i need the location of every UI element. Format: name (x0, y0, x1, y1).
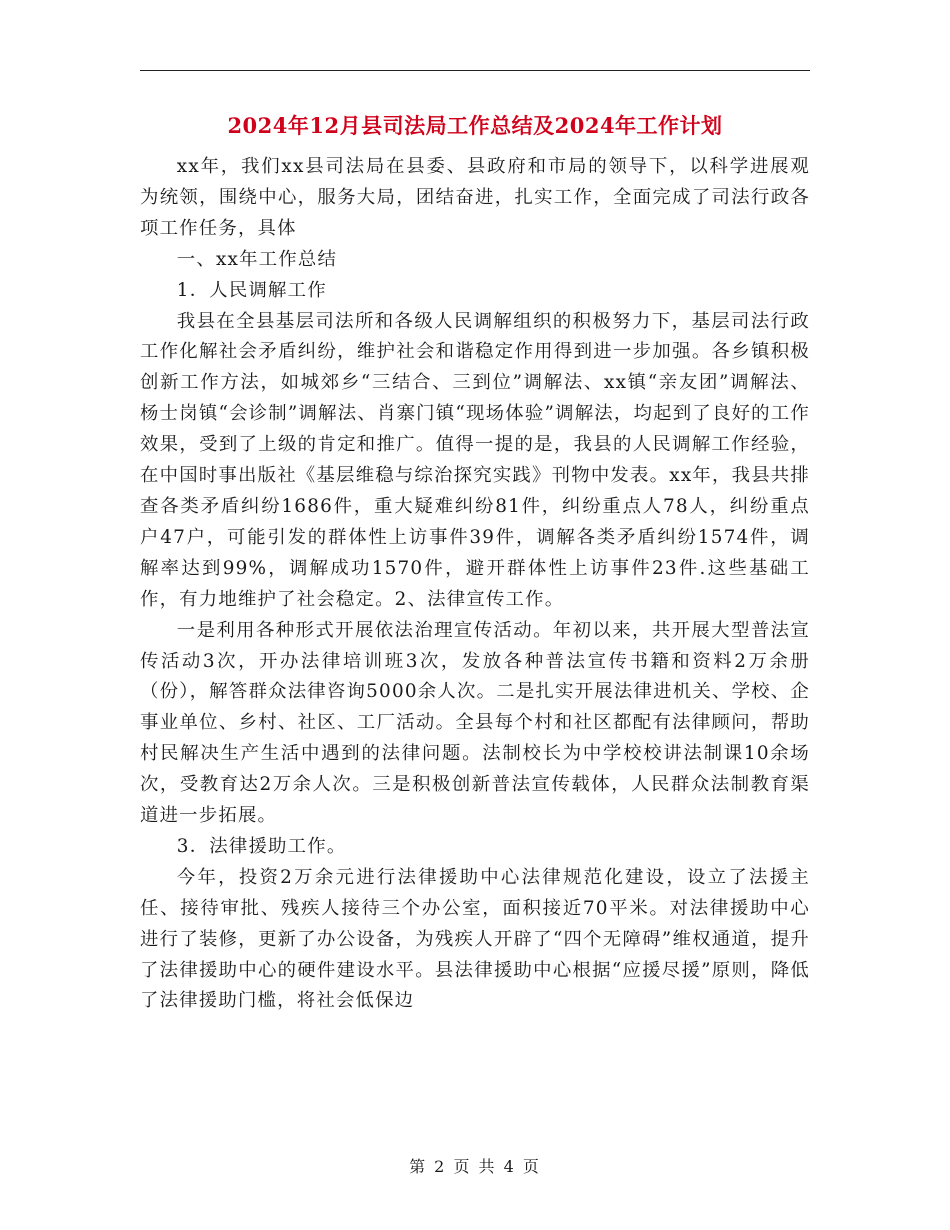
page-number-footer: 第 2 页 共 4 页 (409, 1157, 541, 1176)
paragraph-legal-aid: 今年，投资2万余元进行法律援助中心法律规范化建设，设立了法援主任、接待审批、残疾人接待三个办公室，面积接近70平米。对法律援助中心进行了装修，更新了办公设备，为残疾人开辟了“四个无障碍”维权通道，提升了法律援助中心的硬件建设水平。县法律援助中心根据“应援尽援”原则，降低了法律援助门槛，将社会低保边 (140, 866, 810, 1012)
header-rule (140, 70, 810, 71)
paragraph-intro: xx年，我们xx县司法局在县委、县政府和市局的领导下，以科学进展观为统领，围绕中心，服务大局，团结奋进，扎实工作，全面完成了司法行政各项工作任务，具体 (140, 156, 810, 239)
section-heading-summary: 一、xx年工作总结 (176, 248, 338, 270)
paragraph-legal-publicity: 一是利用各种形式开展依法治理宣传活动。年初以来，共开展大型普法宣传活动3次，开办法律培训班3次，发放各种普法宣传书籍和资料2万余册（份），解答群众法律咨询5000余人次。二是扎实开展法律进机关、学校、企事业单位、乡村、社区、工厂活动。全县每个村和社区都配有法律顾问，帮助村民解决生产生活中遇到的法律问题。法制校长为中学校校讲法制课10余场次，受教育达2万余人次。三是积极创新普法宣传载体，人民群众法制教育渠道进一步拓展。 (140, 619, 810, 827)
document-body (140, 152, 810, 1017)
subheading-mediation: 1．人民调解工作 (176, 279, 327, 301)
paragraph-mediation: 我县在全县基层司法所和各级人民调解组织的积极努力下，基层司法行政工作化解社会矛盾纠纷，维护社会和谐稳定作用得到进一步加强。各乡镇积极创新工作方法，如城郊乡“三结合、三到位”调解法、xx镇“亲友团”调解法、杨士岗镇“会诊制”调解法、肖寨门镇“现场体验”调解法，均起到了良好的工作效果，受到了上级的肯定和推广。值得一提的是，我县的人民调解工作经验，在中国时事出版社《基层维稳与综治探究实践》刊物中发表。xx年，我县共排查各类矛盾纠纷1686件，重大疑难纠纷81件，纠纷重点人78人，纠纷重点户47户，可能引发的群体性上访事件39件，调解各类矛盾纠纷1574件，调解率达到99%，调解成功1570件，避开群体性上访事件23件.这些基础工作，有力地维护了社会稳定。2、法律宣传工作。 (140, 310, 810, 610)
subheading-legal-aid: 3．法律援助工作。 (176, 835, 347, 857)
document-title: 2024年12月县司法局工作总结及2024年工作计划 (227, 113, 723, 138)
